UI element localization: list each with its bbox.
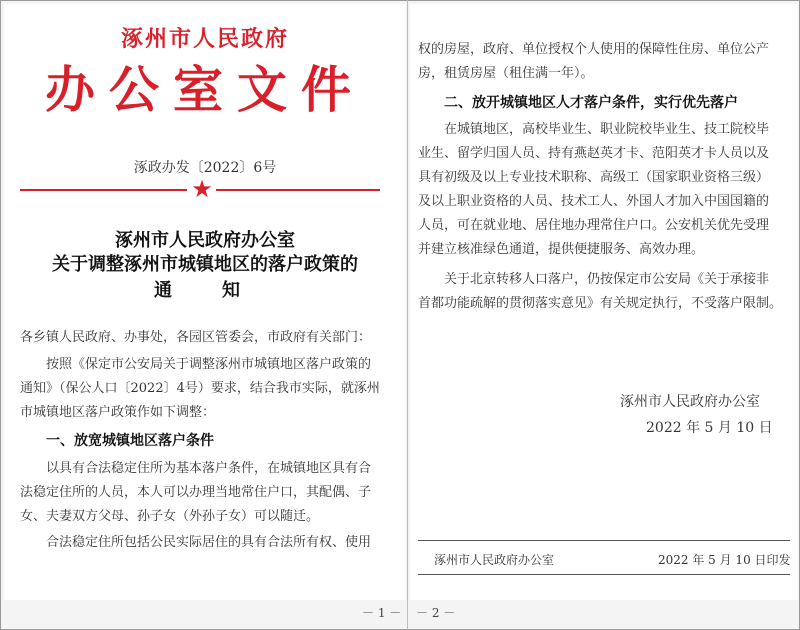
para-3-line-5: 人员，可在就业地、居住地办理常住户口。公安机关优先受理 <box>418 218 770 233</box>
notice-title-line-1: 涿州市人民政府办公室 <box>115 230 295 251</box>
red-star-icon: ★ <box>191 175 213 203</box>
intro-line-1: 按照《保定市公安局关于调整涿州市城镇地区落户政策的 <box>46 357 372 372</box>
para-3-line-2: 业生、留学归国人员、持有燕赵英才卡、范阳英才卡人员以及 <box>418 146 770 161</box>
continued-line-2: 房，租赁房屋（租住满一年）。 <box>418 66 594 81</box>
recipients: 各乡镇人民政府、办事处，各园区管委会，市政府有关部门： <box>20 330 372 345</box>
para-2-line-1: 合法稳定住所包括公民实际居住的具有合法所有权、使用 <box>46 535 372 550</box>
page-divider <box>407 0 408 630</box>
document-type-title: 办公室文件 <box>45 60 365 119</box>
footer-rule-top <box>418 540 790 541</box>
notice-title-line-2: 关于调整涿州市城镇地区的落户政策的 <box>52 254 358 275</box>
section-2-heading: 二、放开城镇地区人才落户条件，实行优先落户 <box>444 95 738 111</box>
footer-organization: 涿州市人民政府办公室 <box>434 553 555 567</box>
page-2 <box>410 4 798 600</box>
red-divider-left <box>20 189 187 191</box>
para-1-line-1: 以具有合法稳定住所为基本落户条件，在城镇地区具有合 <box>46 461 372 476</box>
section-1-heading: 一、放宽城镇地区落户条件 <box>46 433 214 449</box>
para-4-line-1: 关于北京转移人口落户，仍按保定市公安局《关于承接非 <box>444 272 770 287</box>
footer-print-date: 2022 年 5 月 10 日印发 <box>658 553 791 567</box>
government-name: 涿州市人民政府 <box>120 26 289 52</box>
para-3-line-4: 及以上职业资格的人员、技术工人、外国人才加入中国国籍的 <box>418 194 770 209</box>
document-number: 涿政办发〔2022〕6号 <box>133 160 277 176</box>
continued-line-1: 权的房屋，政府、单位授权个人使用的保障性住房、单位公产 <box>418 42 770 57</box>
signature-organization: 涿州市人民政府办公室 <box>620 394 760 410</box>
para-3-line-3: 具有初级及以上专业技术职称、高级工（国家职业资格三级） <box>418 170 770 185</box>
red-divider-right <box>216 189 380 191</box>
page-number-1: － 1 － <box>362 606 402 620</box>
intro-line-2: 通知》（保公人口〔2022〕4号）要求，结合我市实际，就涿州 <box>20 381 380 396</box>
notice-title-line-3: 通 知 <box>154 280 256 301</box>
para-4-line-2: 首都功能疏解的贯彻落实意见》有关规定执行，不受落户限制。 <box>418 296 783 311</box>
intro-line-3: 市城镇地区落户政策作如下调整： <box>20 405 216 420</box>
para-3-line-6: 并建立核准绿色通道，提供便捷服务、高效办理。 <box>418 242 705 257</box>
signature-date: 2022 年 5 月 10 日 <box>646 420 773 436</box>
para-1-line-3: 女、夫妻双方父母、孙子女（外孙子女）可以随迁。 <box>20 509 320 524</box>
para-3-line-1: 在城镇地区，高校毕业生、职业院校毕业生、技工院校毕 <box>444 122 770 137</box>
page-1 <box>4 4 406 600</box>
para-1-line-2: 法稳定住所的人员，本人可以办理当地常住户口，其配偶、子 <box>20 485 372 500</box>
page-number-2: － 2 － <box>416 606 456 620</box>
footer-rule-bottom <box>418 574 790 575</box>
